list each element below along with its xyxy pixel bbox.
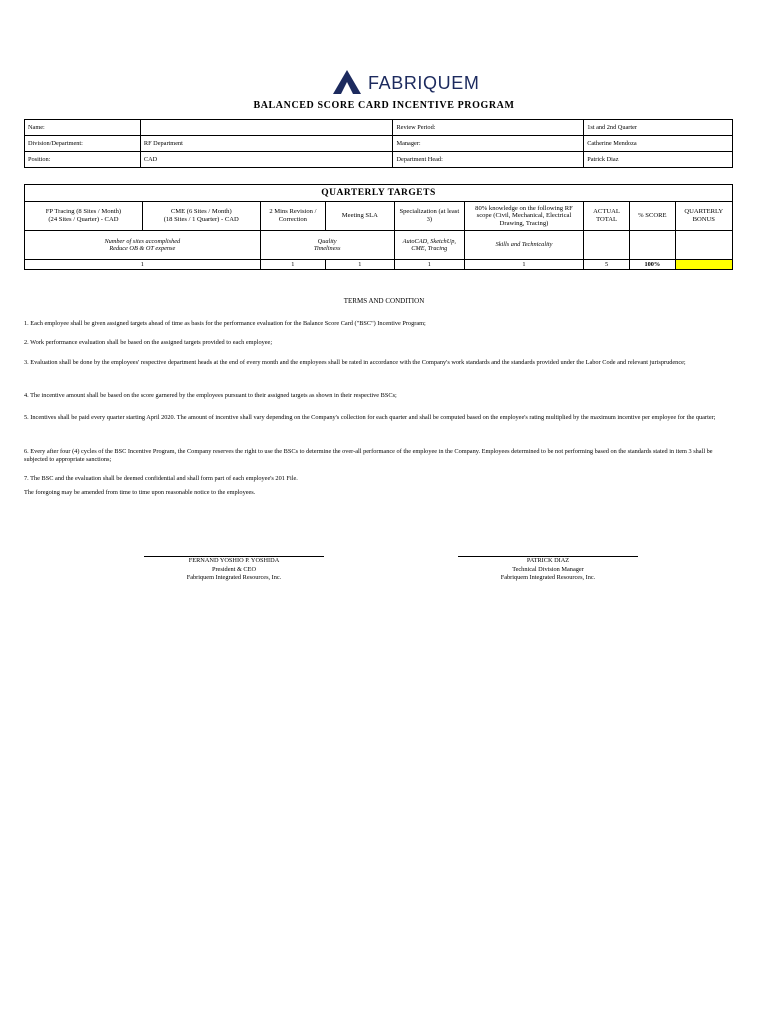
quarterly-targets-table: [24, 184, 733, 270]
info-value: RF Department: [140, 136, 393, 152]
term-item: 6. Every after four (4) cycles of the BSC Incentive Program, the Company reserves the right to use the BSCs to determine the over-all performance of the employee in the Company. Employees determined to be not performing based on the standards stated in item 3 shall be subjected to appropriate sanctions;: [24, 448, 713, 464]
column-header: % SCORE: [630, 202, 675, 231]
value-cell: 1: [260, 260, 325, 270]
column-header: QUARTERLY BONUS: [675, 202, 732, 231]
terms-heading: TERMS AND CONDITION: [343, 297, 425, 305]
info-row: [25, 152, 733, 168]
signatory-name: FERNAND YOSHIO P. YOSHIDA: [188, 557, 280, 564]
description-cell: Number of sites accomplished Reduce OB & OT expense: [25, 231, 261, 260]
description-cell: AutoCAD, SketchUp, CME, Tracing: [394, 231, 464, 260]
actual-total-cell: 5: [583, 260, 629, 270]
info-label: Name:: [25, 120, 141, 136]
description-cell: [675, 231, 732, 260]
description-cell: [583, 231, 629, 260]
signatory-company: Fabriquem Integrated Resources, Inc.: [500, 574, 596, 581]
info-value: Catherine Mendoza: [584, 136, 733, 152]
signatory-company: Fabriquem Integrated Resources, Inc.: [186, 574, 282, 581]
info-label: Position:: [25, 152, 141, 168]
term-item: The foregoing may be amended from time to time upon reasonable notice to the employees.: [24, 489, 256, 496]
column-header: FP Tracing (8 Sites / Month) (24 Sites / Quarter) - CAD: [25, 202, 143, 231]
info-row: [25, 136, 733, 152]
signatory-title: Technical Division Manager: [512, 565, 584, 573]
description-cell: [630, 231, 675, 260]
signature-block: [448, 556, 648, 583]
targets-heading: QUARTERLY TARGETS: [25, 185, 733, 202]
signatory-name: PATRICK DIAZ: [526, 557, 570, 564]
term-item: 4. The incentive amount shall be based on the score garnered by the employees pursuant to their assigned targets as shown in their respective BSCs;: [24, 392, 397, 399]
value-cell: 1: [394, 260, 464, 270]
info-row: [25, 120, 733, 136]
bonus-cell[interactable]: [675, 260, 732, 270]
logo-wordmark: FABRIQUEM: [368, 73, 480, 93]
employee-info-table: [24, 119, 733, 168]
info-value: 1st and 2nd Quarter: [584, 120, 733, 136]
column-header: 2 Mins Revision / Correction: [260, 202, 325, 231]
signatory-title: President & CEO: [211, 565, 257, 573]
info-value: CAD: [140, 152, 393, 168]
page-title: BALANCED SCORE CARD INCENTIVE PROGRAM: [253, 100, 515, 111]
value-cell: 1: [326, 260, 394, 270]
description-cell: Quality Timeliness: [260, 231, 394, 260]
description-cell: Skills and Technicality: [465, 231, 584, 260]
term-item: 2. Work performance evaluation shall be based on the assigned targets provided to each employee;: [24, 339, 273, 346]
column-header: CME (6 Sites / Month) (18 Sites / 1 Quarter) - CAD: [142, 202, 260, 231]
info-value: Patrick Diaz: [584, 152, 733, 168]
info-label: Department Head:: [393, 152, 584, 168]
logo-triangle-icon: [332, 69, 362, 95]
info-value: [140, 120, 393, 136]
column-header: ACTUAL TOTAL: [583, 202, 629, 231]
column-header: Specialization (at least 3): [394, 202, 464, 231]
term-item: 5. Incentives shall be paid every quarter starting April 2020. The amount of incentive shall vary depending on the Company's collection for each quarter and shall be computed based on the employee's rating multiplied by the maximum incentive per employee for the quarter;: [24, 414, 716, 421]
value-cell: 1: [465, 260, 584, 270]
column-header: Meeting SLA: [326, 202, 394, 231]
term-item: 1. Each employee shall be given assigned targets ahead of time as basis for the performance evaluation for the Balance Score Card ("BSC") Incentive Program;: [24, 320, 426, 327]
term-item: 3. Evaluation shall be done by the employees' respective department heads at the end of every month and the employees shall be rated in accordance with the Company's work standards and the standards provided under the Labor Code and relevant jurisprudence;: [24, 359, 686, 366]
company-logo: [332, 69, 480, 97]
term-item: 7. The BSC and the evaluation shall be deemed confidential and shall form part of each employee's 201 File.: [24, 475, 298, 482]
score-cell: 100%: [630, 260, 675, 270]
signature-block: [134, 556, 334, 583]
info-label: Division/Department:: [25, 136, 141, 152]
value-cell: 1: [25, 260, 261, 270]
info-label: Manager:: [393, 136, 584, 152]
info-label: Review Period:: [393, 120, 584, 136]
column-header: 80% knowledge on the following RF scope (Civil, Mechanical, Electrical Drawing, Tracing): [465, 202, 584, 231]
